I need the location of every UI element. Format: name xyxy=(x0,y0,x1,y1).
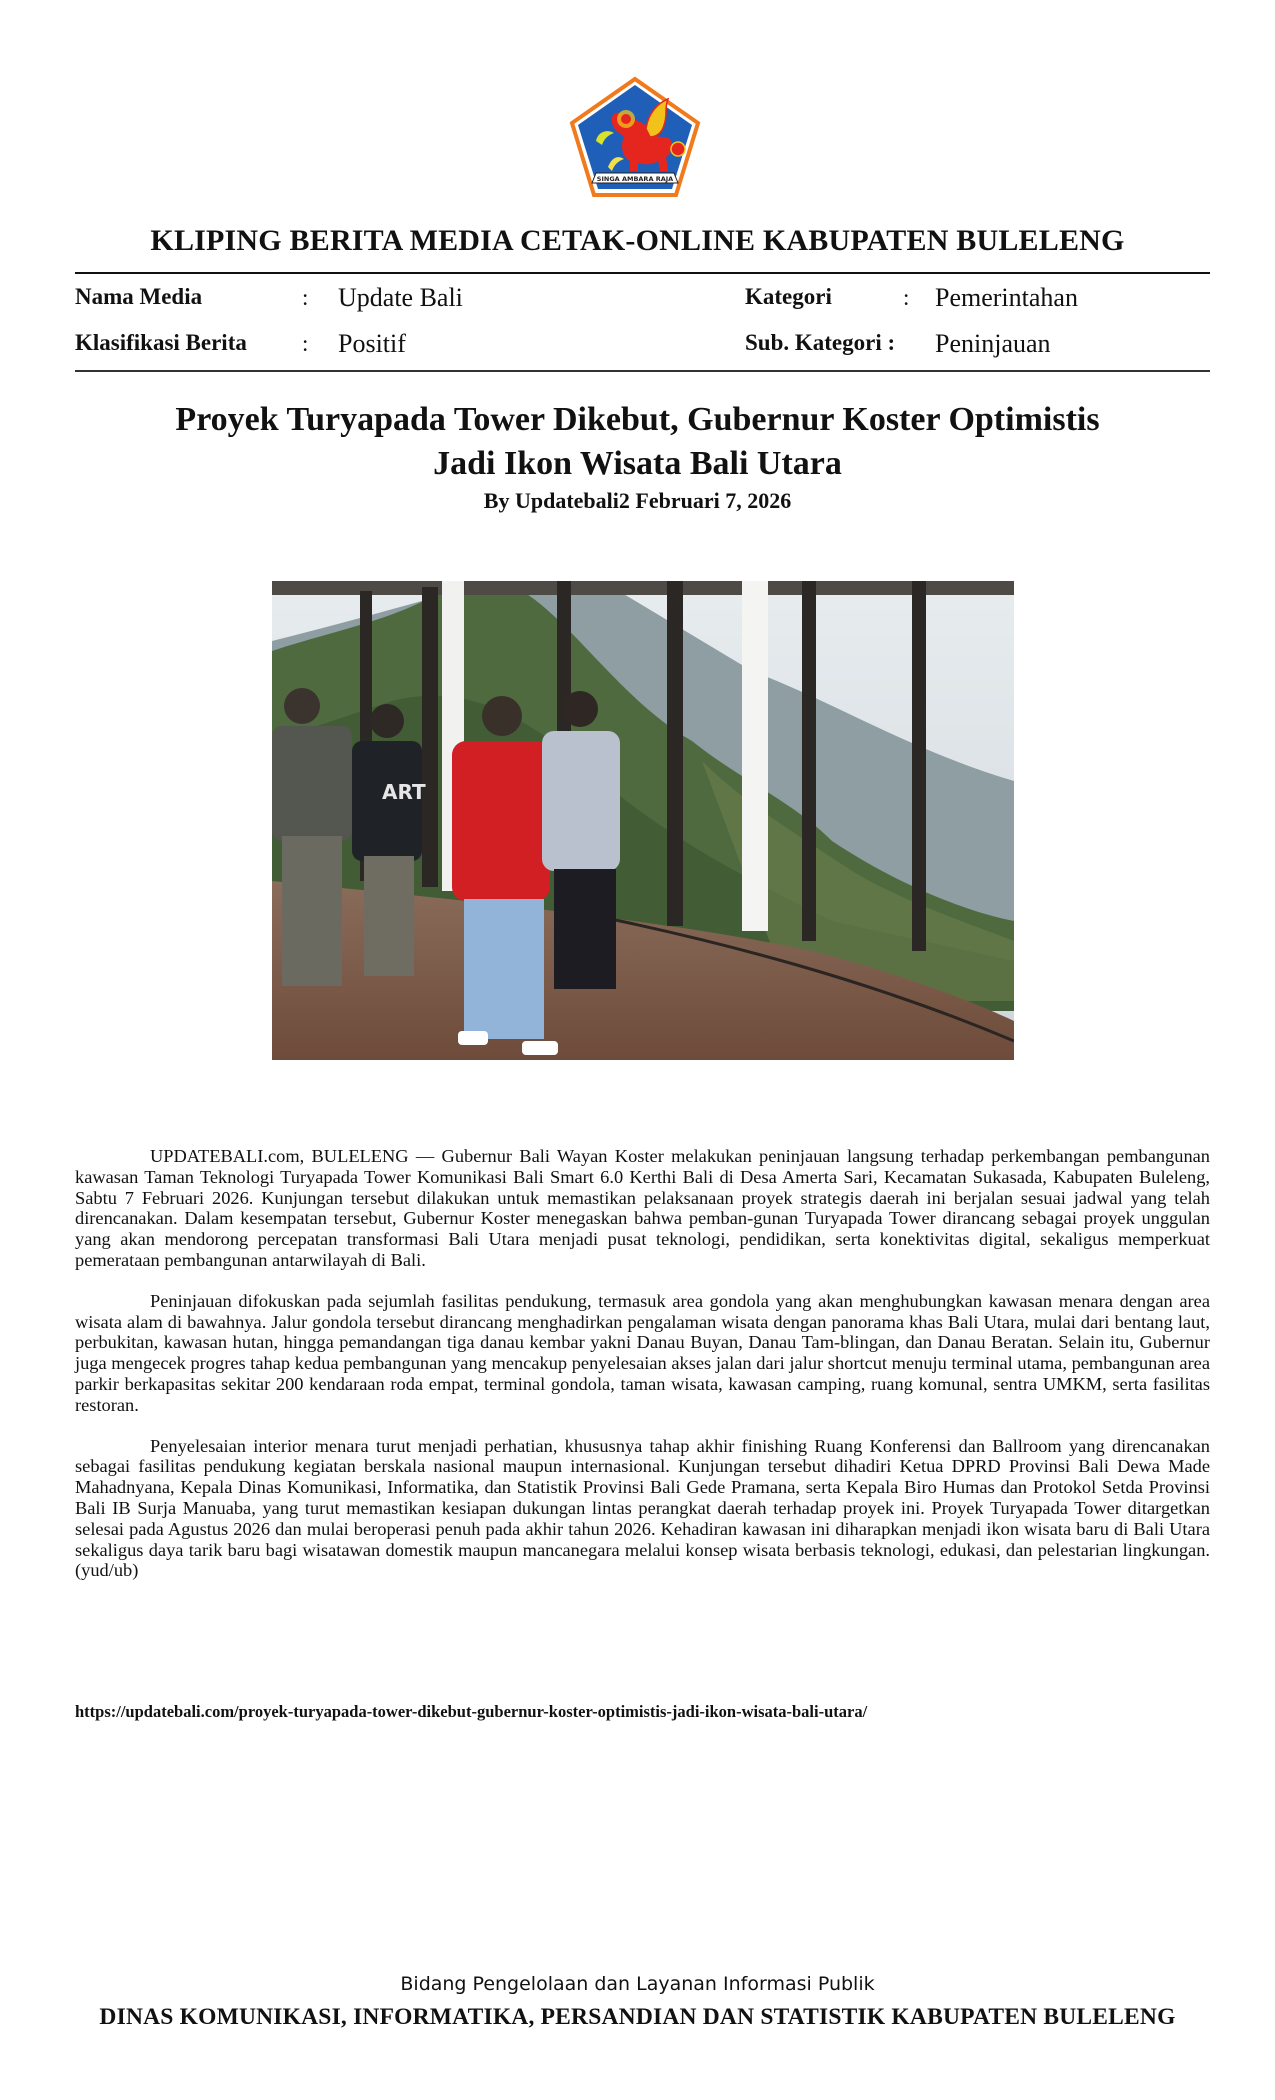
article-paragraph-3: Penyelesaian interior menara turut menjadi perhatian, khususnya tahap akhir finishing Ruang Konferensi dan Ballroom yang direncanakan sebagai fasilitas pendukung kegiatan berskala nasional maupun internasional. Kunjungan tersebut dihadiri Ketua DPRD Provinsi Bali Dewa Made Mahadnyana, Kepala Dinas Komunikasi, Informatika, dan Statistik Provinsi Bali Gede Pramana, serta Kepala Biro Humas dan Protokol Setda Provinsi Bali IB Surja Manuaba, yang turut memastikan kesiapan dukungan lintas perangkat daerah terhadap proyek ini. Proyek Turyapada Tower ditargetkan selesai pada Agustus 2026 dan mulai beroperasi penuh pada akhir tahun 2026. Kehadiran kawasan ini diharapkan menjadi ikon wisata baru di Bali Utara sekaligus daya tarik baru bagi wisatawan domestik maupun mancanegara melalui konsep wisata berbasis teknologi, edukasi, dan pelestarian lingkungan.(yud/ub) xyxy=(75,1435,1210,1581)
footer-division: Bidang Pengelolaan dan Layanan Informasi Publik xyxy=(400,1973,875,1995)
article-body xyxy=(75,1146,1210,1601)
article-title-line-2: Jadi Ikon Wisata Bali Utara xyxy=(433,445,842,482)
kategori-colon: : xyxy=(903,285,910,310)
kategori-label: Kategori xyxy=(745,284,832,309)
article-photo xyxy=(272,581,1014,1060)
footer-agency: DINAS KOMUNIKASI, INFORMATIKA, PERSANDIAN DAN STATISTIK KABUPATEN BULELENG xyxy=(99,2004,1176,2030)
svg-text:ART: ART xyxy=(382,780,426,804)
article-title xyxy=(60,398,1215,486)
klasifikasi-berita-value: Positif xyxy=(338,329,406,358)
klasifikasi-berita-colon: : xyxy=(302,331,309,356)
article-paragraph-2: Peninjauan difokuskan pada sejumlah fasilitas pendukung, termasuk area gondola yang akan menghubungkan kawasan menara dengan area wisata alam di bawahnya. Jalur gondola tersebut dirancang menghadirkan pengalaman wisata dengan panorama khas Bali Utara, mulai dari bentang laut, perbukitan, kawasan hutan, hingga pemandangan tiga danau kembar yakni Danau Buyan, Danau Tam-blingan, dan Danau Beratan. Selain itu, Gubernur juga mengecek progres tahap kedua pembangunan yang mencakup penyelesaian akses jalan dari jalur shortcut menuju terminal utama, pembangunan area parkir berkapasitas sekitar 200 kendaraan roda empat, terminal gondola, taman wisata, kawasan camping, ruang komunal, sentra UMKM, serta fasilitas restoran. xyxy=(75,1290,1210,1415)
sub-kategori-value: Peninjauan xyxy=(935,329,1051,358)
article-paragraph-1: UPDATEBALI.com, BULELENG — Gubernur Bali Wayan Koster melakukan peninjauan langsung terhadap perkembangan pembangunan kawasan Taman Teknologi Turyapada Tower Komunikasi Bali Smart 6.0 Kerthi Bali di Desa Amerta Sari, Kecamatan Sukasada, Kabupaten Buleleng, Sabtu 7 Februari 2026. Kunjungan tersebut dilakukan untuk memastikan pelaksanaan proyek strategis daerah ini berjalan sesuai jadwal yang telah direncanakan. Dalam kesempatan tersebut, Gubernur Koster menegaskan bahwa pemban-gunan Turyapada Tower dirancang sebagai proyek unggulan yang akan mendorong percepatan transformasi Bali Utara menjadi pusat teknologi, pendidikan, serta konektivitas digital, sekaligus memperkuat pemerataan pembangunan antarwilayah di Bali. xyxy=(75,1146,1210,1270)
article-byline: By Updatebali2 Februari 7, 2026 xyxy=(483,488,792,513)
sub-kategori-label: Sub. Kategori : xyxy=(745,330,896,355)
header-divider-bottom xyxy=(75,370,1210,372)
header-divider-top xyxy=(75,272,1210,274)
kabupaten-buleleng-logo xyxy=(568,75,702,199)
nama-media-value: Update Bali xyxy=(338,283,463,312)
kategori-value: Pemerintahan xyxy=(935,283,1078,312)
klasifikasi-berita-label: Klasifikasi Berita xyxy=(75,330,247,355)
article-title-line-1: Proyek Turyapada Tower Dikebut, Gubernur Koster Optimistis xyxy=(175,401,1100,438)
clipping-header-title: KLIPING BERITA MEDIA CETAK-ONLINE KABUPATEN BULELENG xyxy=(150,224,1125,257)
nama-media-label: Nama Media xyxy=(75,284,203,309)
nama-media-colon: : xyxy=(302,285,309,310)
source-url-link[interactable]: https://updatebali.com/proyek-turyapada-tower-dikebut-gubernur-koster-optimistis-jadi-ikon-wisata-bali-utara/ xyxy=(75,1702,868,1721)
logo-motto: SINGA AMBARA RAJA xyxy=(596,175,674,183)
